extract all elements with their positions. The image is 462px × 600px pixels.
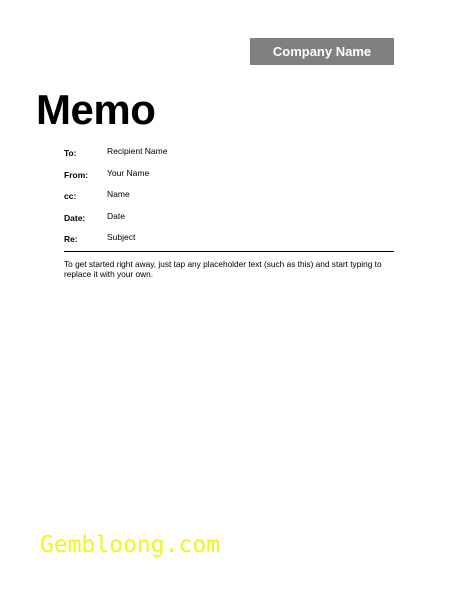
date-field-row <box>64 209 394 231</box>
to-field-row <box>64 144 394 166</box>
memo-header-fields <box>64 144 394 252</box>
from-field-row <box>64 166 394 188</box>
watermark-text: Gembloong.com <box>40 532 221 558</box>
memo-body-text[interactable]: To get started right away, just tap any placeholder text (such as this) and start typing to replace it with your own. <box>64 259 382 279</box>
to-label: To: <box>64 148 77 158</box>
recipient-name-placeholder[interactable]: Recipient Name <box>107 146 168 156</box>
from-label: From: <box>64 169 89 180</box>
cc-label: cc: <box>64 191 77 201</box>
re-field-row <box>64 230 394 252</box>
date-placeholder[interactable]: Date <box>107 210 125 221</box>
subject-placeholder[interactable]: Subject <box>107 232 136 242</box>
header-divider <box>64 251 394 252</box>
re-label: Re: <box>64 234 78 244</box>
date-label: Date: <box>64 212 86 223</box>
cc-name-placeholder[interactable]: Name <box>107 189 130 199</box>
cc-field-row <box>64 187 394 209</box>
memo-title: Memo <box>36 86 156 133</box>
your-name-placeholder[interactable]: Your Name <box>107 167 150 178</box>
company-name-badge[interactable]: Company Name <box>250 38 394 65</box>
